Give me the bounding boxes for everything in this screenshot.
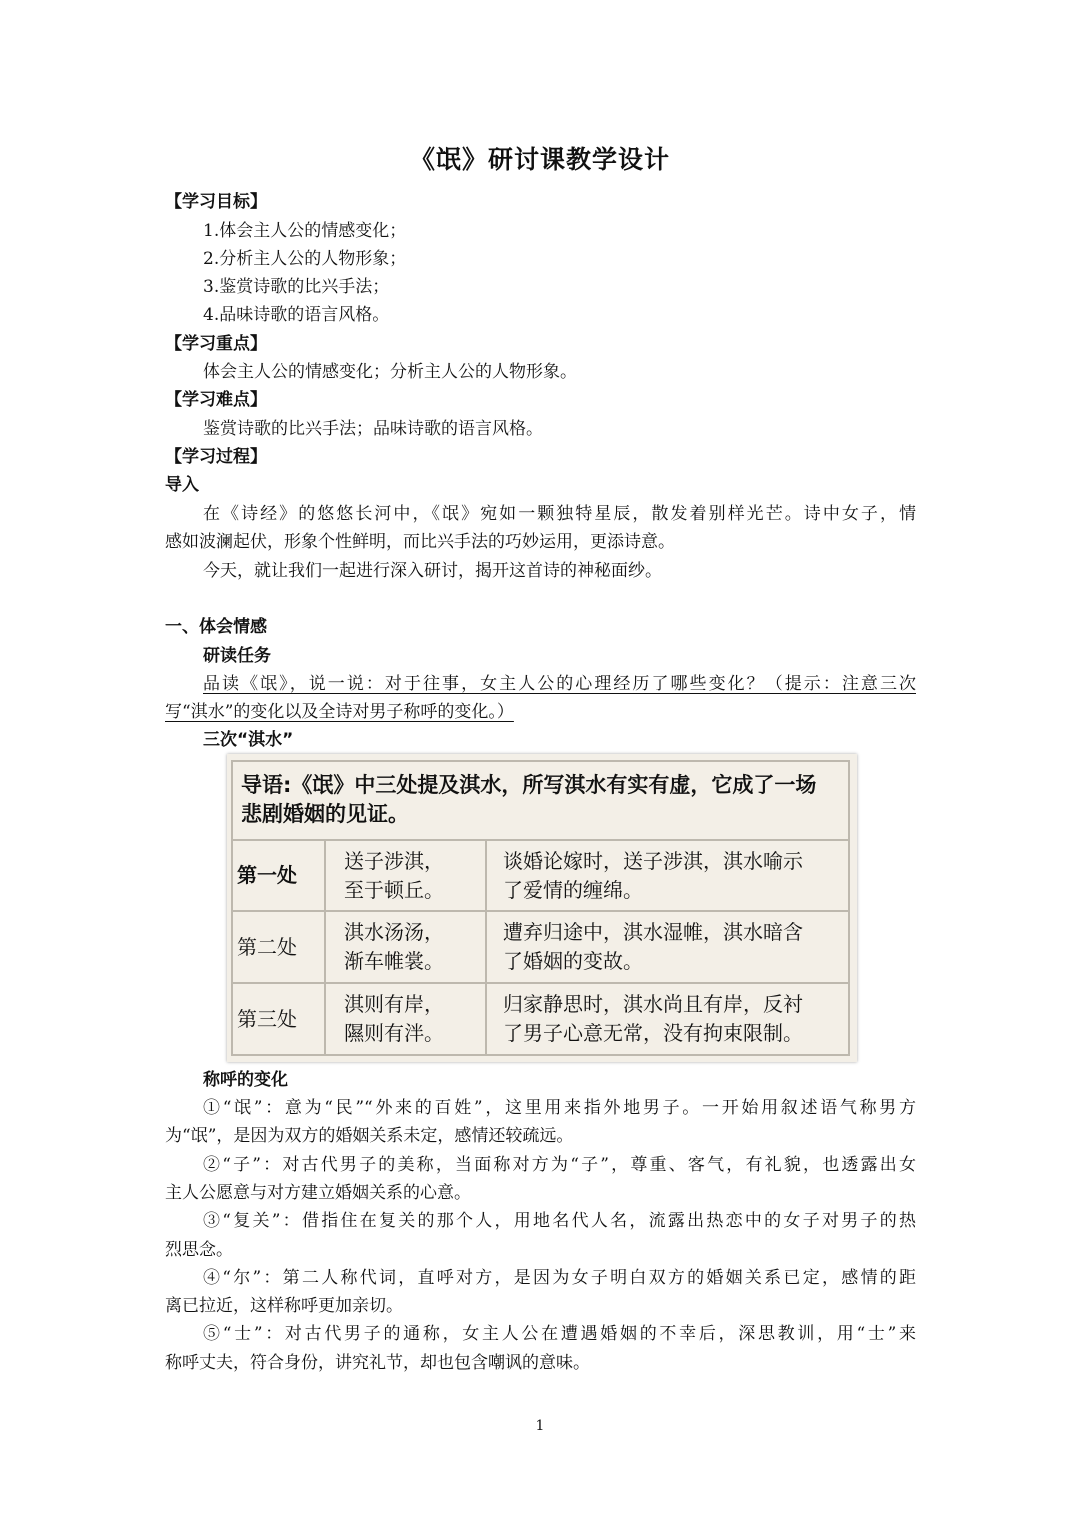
address-item-line: ③“复关”：借指住在复关的那个人，用地名代人名，流露出热恋中的女子对男子的热	[203, 1211, 916, 1231]
table-intro-line: 导语:《氓》中三处提及淇水，所写淇水有实有虚，它成了一场	[241, 773, 817, 798]
intro-paragraph-2: 今天，就让我们一起进行深入研讨，揭开这首诗的神秘面纱。	[203, 561, 662, 581]
note-line: 遭弃归途中，淇水湿帷，淇水暗含	[503, 920, 803, 945]
document-title: 《氓》研讨课教学设计	[409, 145, 670, 174]
objective-item: 1.体会主人公的情感变化；	[203, 221, 407, 241]
address-heading: 称呼的变化	[203, 1070, 288, 1090]
table-intro-line: 悲剧婚姻的见证。	[241, 802, 409, 827]
key-points-text: 体会主人公的情感变化；分析主人公的人物形象。	[203, 362, 577, 382]
section-1-heading: 一、体会情感	[165, 617, 267, 637]
address-item-line: ①“氓”：意为“民”“外来的百姓”，这里用来指外地男子。一开始用叙述语气称男方	[203, 1098, 916, 1118]
objective-item: 3.鉴赏诗歌的比兴手法；	[203, 277, 390, 297]
qishui-table	[231, 760, 850, 1056]
row-note	[486, 840, 849, 912]
reading-task-heading: 研读任务	[203, 646, 271, 666]
difficulties-heading: 【学习难点】	[165, 390, 267, 410]
note-line: 了爱情的缠绵。	[503, 877, 643, 902]
reading-task-line: 品读《氓》，说一说：对于往事，女主人公的心理经历了哪些变化？（提示：注意三次	[203, 674, 916, 694]
table-row	[232, 840, 849, 912]
address-item-line: ④“尔”：第二人称代词，直呼对方，是因为女子明白双方的婚姻关系已定，感情的距	[203, 1268, 916, 1288]
verse-line: 淇水汤汤，	[344, 920, 444, 945]
row-verse	[325, 983, 486, 1055]
table-intro	[232, 761, 849, 840]
address-item-line: ②“子”：对古代男子的美称，当面称对方为“子”，尊重、客气，有礼貌，也透露出女	[203, 1155, 916, 1175]
verse-line: 送子涉淇，	[344, 848, 444, 873]
objective-item: 2.分析主人公的人物形象；	[203, 249, 407, 269]
address-item-line: 为“氓”，是因为双方的婚姻关系未定，感情还较疏远。	[165, 1126, 574, 1146]
process-heading: 【学习过程】	[165, 447, 267, 467]
note-line: 了男子心意无常，没有拘束限制。	[503, 1021, 803, 1046]
intro-heading: 导入	[165, 475, 199, 495]
address-item-line: 主人公愿意与对方建立婚姻关系的心意。	[165, 1183, 471, 1203]
verse-line: 淇则有岸，	[344, 992, 444, 1017]
objectives-heading: 【学习目标】	[165, 192, 267, 212]
objective-item: 4.品味诗歌的语言风格。	[203, 305, 390, 325]
address-item-line: 称呼丈夫，符合身份，讲究礼节，却也包含嘲讽的意味。	[165, 1353, 590, 1373]
row-label: 第三处	[232, 983, 325, 1055]
row-note	[486, 911, 849, 983]
row-label: 第二处	[232, 911, 325, 983]
verse-line: 隰则有泮。	[344, 1021, 444, 1046]
address-item-line: 离已拉近，这样称呼更加亲切。	[165, 1296, 403, 1316]
address-item-line: ⑤“士”：对古代男子的通称，女主人公在遭遇婚姻的不幸后，深思教训，用“士”来	[203, 1324, 916, 1344]
address-item-line: 烈思念。	[165, 1240, 233, 1260]
verse-line: 至于顿丘。	[344, 877, 444, 902]
row-verse	[325, 911, 486, 983]
intro-paragraph-line: 在《诗经》的悠悠长河中，《氓》宛如一颗独特星辰，散发着别样光芒。诗中女子，情	[203, 504, 916, 524]
qishui-table-image	[227, 754, 857, 1062]
difficulties-text: 鉴赏诗歌的比兴手法；品味诗歌的语言风格。	[203, 419, 543, 439]
row-verse	[325, 840, 486, 912]
reading-task-line: 写“淇水”的变化以及全诗对男子称呼的变化。）	[165, 702, 514, 722]
row-label: 第一处	[232, 840, 325, 912]
key-points-heading: 【学习重点】	[165, 334, 267, 354]
page-number: 1	[535, 1418, 545, 1434]
note-line: 归家静思时，淇水尚且有岸，反衬	[503, 992, 803, 1017]
intro-paragraph-line: 感如波澜起伏，形象个性鲜明，而比兴手法的巧妙运用，更添诗意。	[165, 532, 675, 552]
table-row	[232, 983, 849, 1055]
note-line: 谈婚论嫁时，送子涉淇，淇水喻示	[503, 848, 803, 873]
qishui-heading: 三次“淇水”	[203, 730, 294, 750]
note-line: 了婚姻的变故。	[503, 949, 643, 974]
row-note	[486, 983, 849, 1055]
verse-line: 渐车帷裳。	[344, 949, 444, 974]
table-row	[232, 911, 849, 983]
